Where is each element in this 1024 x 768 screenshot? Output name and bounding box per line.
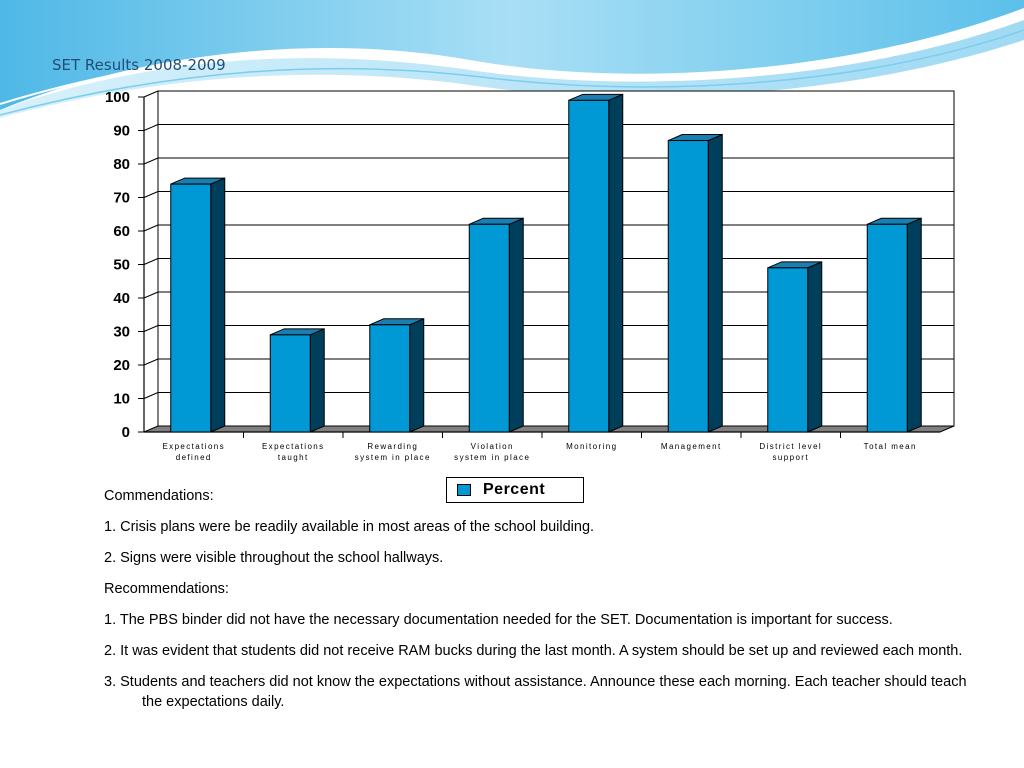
bar-side <box>410 319 424 432</box>
bar-side <box>509 218 523 432</box>
bar-front <box>668 141 708 432</box>
bar-front <box>370 325 410 432</box>
bar-front <box>270 335 310 432</box>
bar-side <box>708 135 722 432</box>
x-tick-label: District level <box>759 442 823 451</box>
y-tick-label: 0 <box>121 424 130 441</box>
bar <box>370 319 424 432</box>
commendation-item: 1. Crisis plans were be readily available in most areas of the school building. <box>104 519 595 535</box>
x-tick-label: system in place <box>354 453 431 462</box>
slide-title: SET Results 2008-2009 <box>52 56 226 74</box>
gridline <box>144 393 158 399</box>
x-tick-label: support <box>772 453 809 462</box>
y-tick-label: 20 <box>113 357 130 374</box>
x-tick-label: Total mean <box>863 442 917 451</box>
bar <box>668 135 722 432</box>
gridline <box>144 158 158 164</box>
bar-side <box>310 329 324 432</box>
bar-front <box>171 184 211 432</box>
recommendation-item: 2. It was evident that students did not receive RAM bucks during the last month. A system should be set up and reviewed each month. <box>104 643 963 659</box>
bar-front <box>569 100 609 432</box>
gridline <box>144 91 158 97</box>
bar-side <box>907 218 921 432</box>
gridline <box>144 225 158 231</box>
bar-side <box>808 262 822 432</box>
x-tick-label: Monitoring <box>566 442 618 451</box>
bar <box>569 94 623 432</box>
gridline <box>144 259 158 265</box>
gridline <box>144 125 158 131</box>
bar <box>270 329 324 432</box>
x-tick-label: defined <box>175 453 212 462</box>
commendations-heading: Commendations: <box>104 488 214 504</box>
recommendation-item: 1. The PBS binder did not have the necessary documentation needed for the SET. Documentation is important for success. <box>104 612 893 628</box>
x-tick-label: Management <box>660 442 722 451</box>
findings-notes <box>104 486 984 723</box>
plot-floor <box>144 426 954 432</box>
recommendations-heading: Recommendations: <box>104 581 229 597</box>
legend-label: Percent <box>483 481 546 498</box>
gridline <box>144 359 158 365</box>
bar <box>171 178 225 432</box>
y-tick-label: 70 <box>113 189 130 207</box>
bar-front <box>867 224 907 432</box>
x-tick-label: taught <box>277 453 309 462</box>
y-tick-label: 60 <box>113 223 130 240</box>
chart-grid <box>144 91 954 432</box>
y-tick-label: 40 <box>113 290 130 307</box>
bar-front <box>469 224 509 432</box>
x-tick-label: Rewarding <box>367 442 419 451</box>
y-tick-label: 30 <box>113 323 130 341</box>
y-tick-label: 50 <box>113 256 130 274</box>
bar-side <box>211 178 225 432</box>
y-tick-label: 10 <box>113 390 130 408</box>
x-tick-label: Expectations <box>261 442 325 451</box>
gridline <box>144 326 158 332</box>
bar <box>768 262 822 432</box>
bar-side <box>609 94 623 432</box>
y-tick-label: 80 <box>113 156 130 173</box>
y-tick-label: 100 <box>104 89 130 106</box>
x-tick-label: Violation <box>470 442 514 451</box>
bar <box>469 218 523 432</box>
bar <box>867 218 921 432</box>
bar-front <box>768 268 808 432</box>
y-tick-label: 90 <box>113 122 130 140</box>
gridline <box>144 292 158 298</box>
x-tick-label: Expectations <box>162 442 226 451</box>
x-tick-label: system in place <box>454 453 531 462</box>
gridline <box>144 192 158 198</box>
recommendation-item: 3. Students and teachers did not know the expectations without assistance. Announce these each morning. Each teacher should teach the expectations daily. <box>104 674 967 710</box>
commendation-item: 2. Signs were visible throughout the school hallways. <box>104 550 444 566</box>
